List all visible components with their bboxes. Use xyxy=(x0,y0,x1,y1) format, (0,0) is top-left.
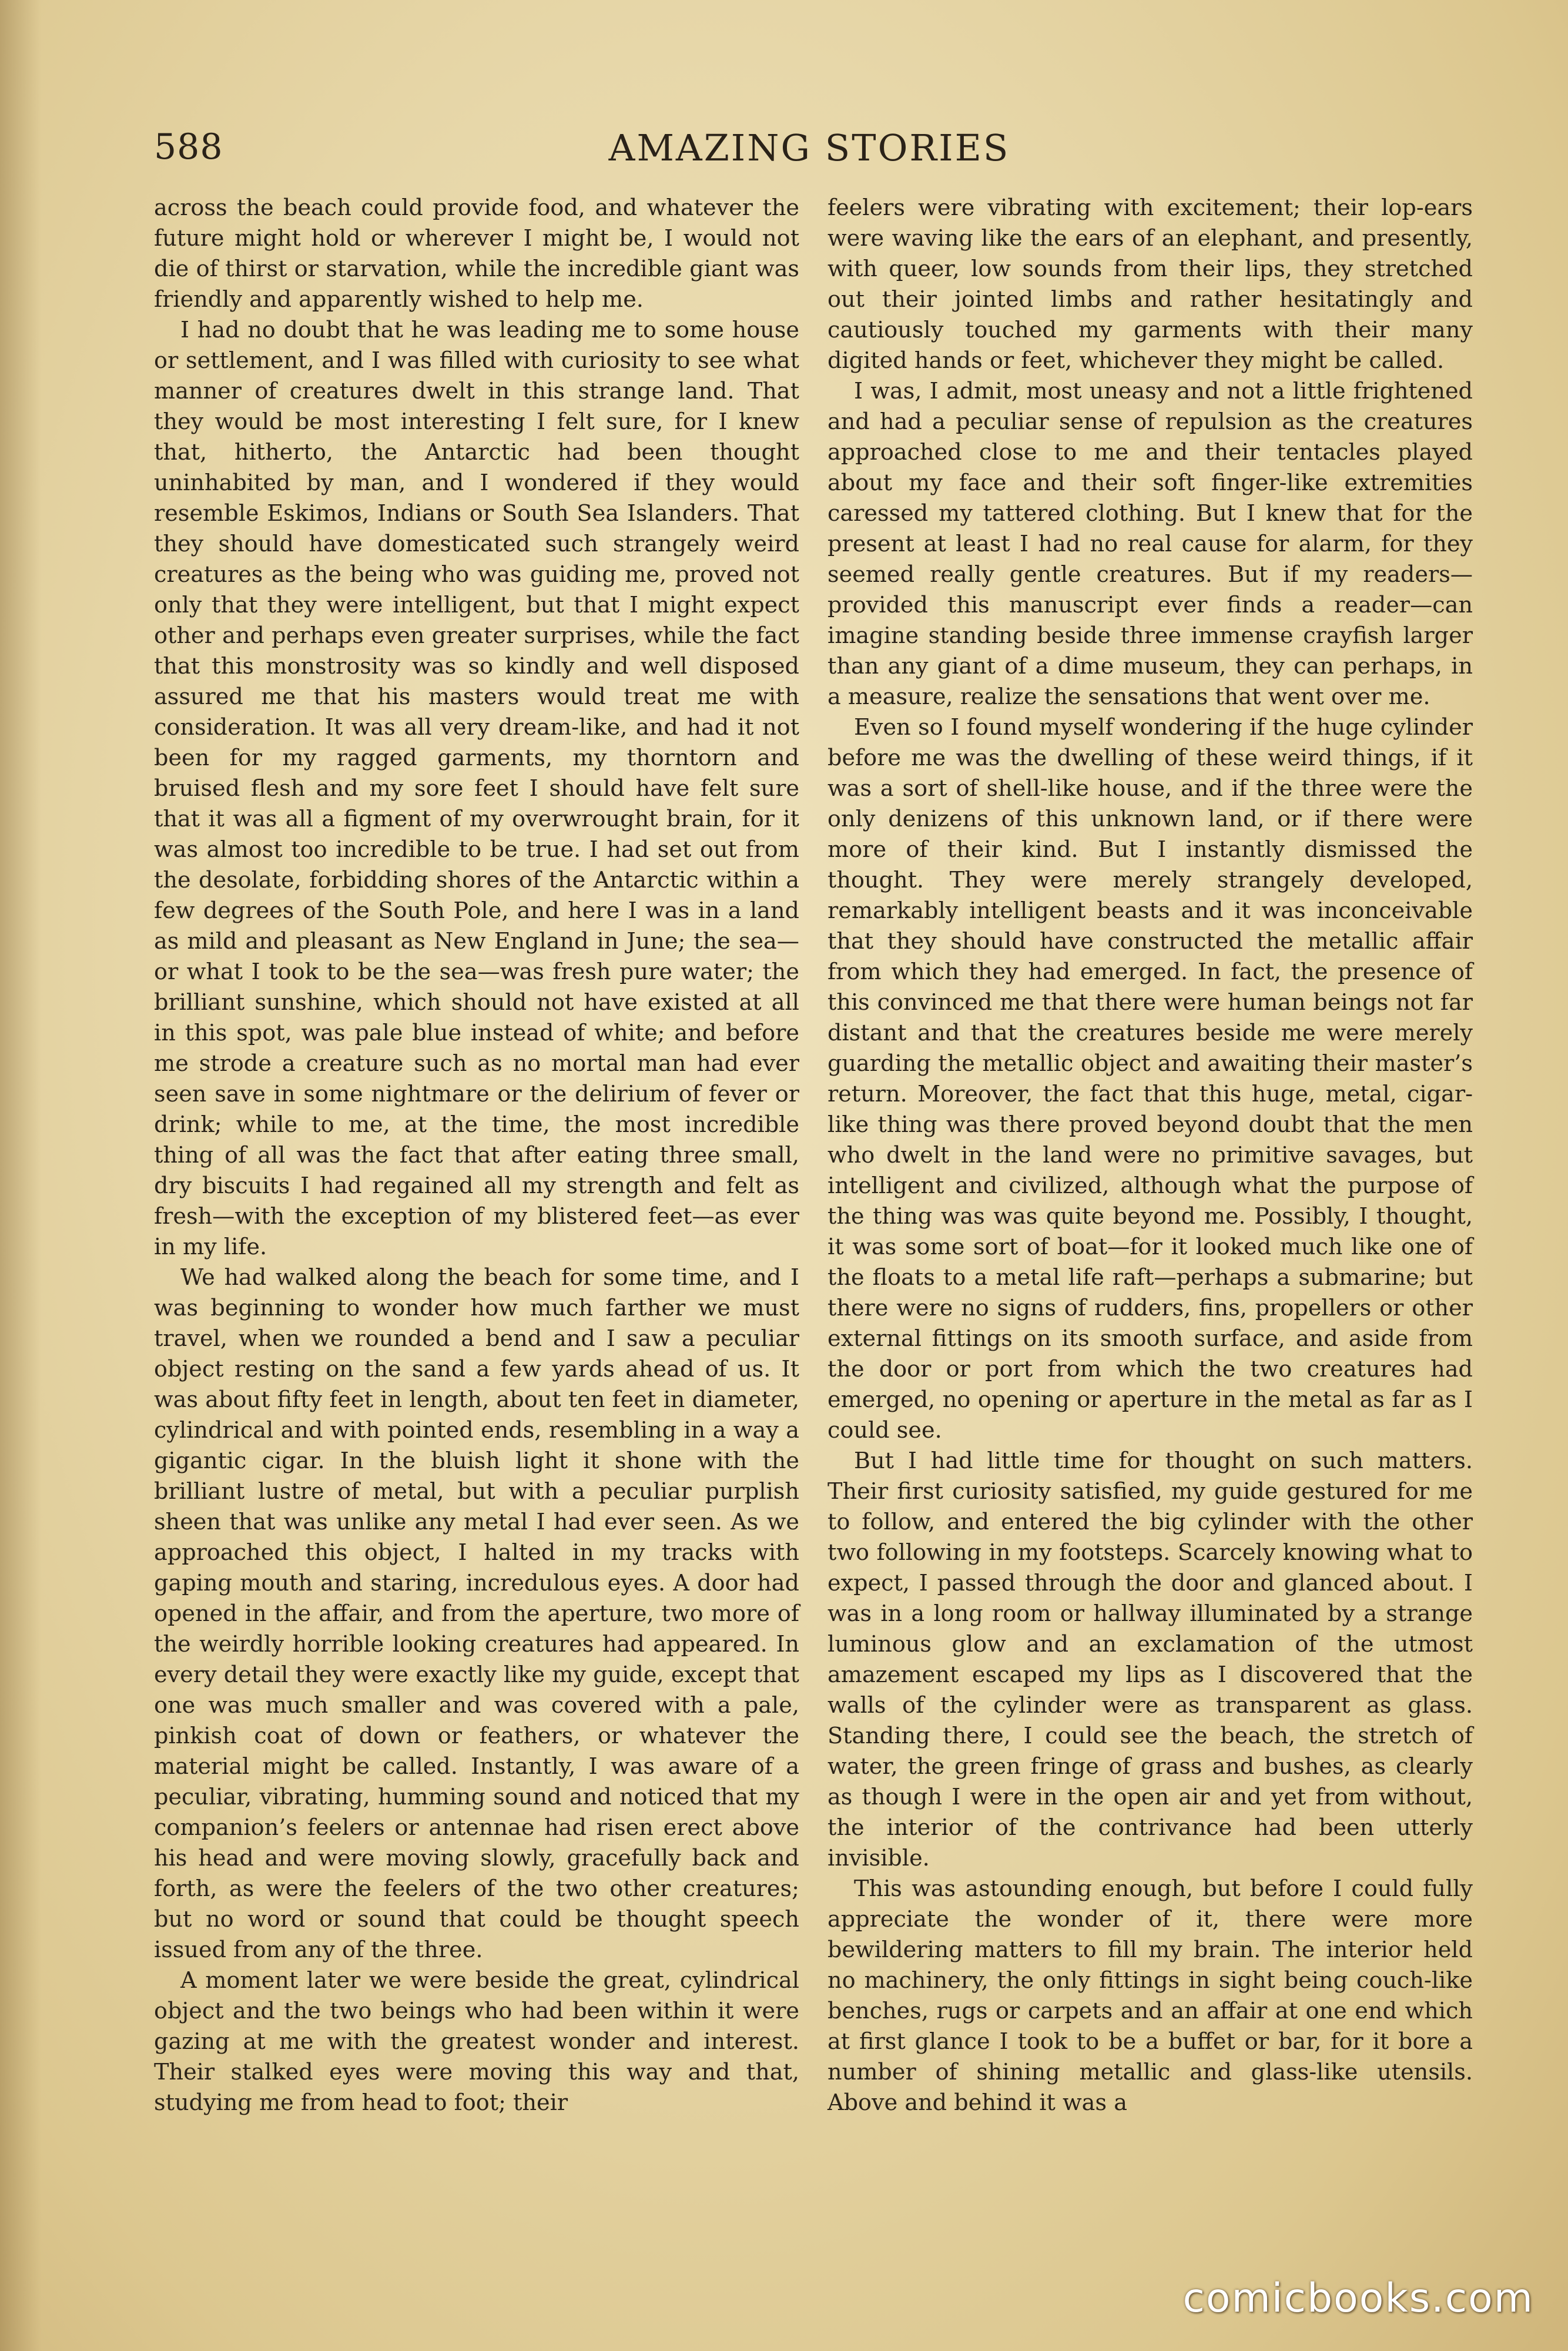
paragraph: A moment later we were beside the great, cylindrical object and the two beings who had been within it were gazing at me with the greatest wonder and interest. Their stalked eyes were moving this way and that, studying me from head to foot; their xyxy=(154,1968,799,2116)
page-edge-shadow xyxy=(0,0,41,2351)
paragraph: Even so I found myself wondering if the huge cylinder before me was the dwelling of these weird things, if it was a sort of shell-like house, and if the three were the only denizens of this unknown land, or if there were more of their kind. But I instantly dismissed the thought. They were merely strangely developed, remarkably intelligent beasts and it was inconceivable that they should have constructed the metallic affair from which they had emerged. In fact, the presence of this convinced me that there were human beings not far distant and that the creatures beside me were merely guarding the metallic object and awaiting their master’s return. Moreover, the fact that this huge, metal, cigar-like thing was there proved beyond doubt that the men who dwelt in the land were no primitive savages, but intelligent and civilized, although what the purpose of the thing was was quite beyond me. Possibly, I thought, it was some sort of boat—for it looked much like one of the floats to a metal life raft—perhaps a submarine; but there were no signs of rudders, fins, propellers or other external fittings on its smooth surface, and aside from the door or port from which the two creatures had emerged, no opening or aperture in the metal as far as I could see. xyxy=(827,715,1473,1444)
paragraph: I had no doubt that he was leading me to some house or settlement, and I was filled with curiosity to see what manner of creatures dwelt in this strange land. That they would be most interesting I felt sure, for I knew that, hitherto, the Antarctic had been thought uninhabited by man, and I wondered if they would resemble Eskimos, Indians or South Sea Islanders. That they should have domesticated such strangely weird creatures as the being who was guiding me, proved not only that they were intelligent, but that I might expect other and perhaps even greater surprises, while the fact that this monstrosity was so kindly and well disposed assured me that his masters would treat me with consideration. It was all very dream-like, and had it not been for my ragged garments, my thorntorn and bruised flesh and my sore feet I should have felt sure that it was all a figment of my overwrought brain, for it was almost too incredible to be true. I had set out from the desolate, forbidding shores of the Antarctic within a few degrees of the South Pole, and here I was in a land as mild and pleasant as New England in June; the sea—or what I took to be the sea—was fresh pure water; the brilliant sunshine, which should not have existed at all in this spot, was pale blue instead of white; and before me strode a creature such as no mortal man had ever seen save in some nightmare or the delirium of fever or drink; while to me, at the time, the most incredible thing of all was the fact that after eating three small, dry biscuits I had regained all my strength and felt as fresh—with the exception of my blistered feet—as ever in my life. xyxy=(154,317,799,1260)
page-header xyxy=(154,126,1465,179)
site-watermark: comicbooks.com xyxy=(1182,2275,1534,2322)
magazine-title: AMAZING STORIES xyxy=(608,126,1010,169)
paragraph: feelers were vibrating with excitement; their lop-ears were waving like the ears of an elephant, and presently, with queer, low sounds from their lips, they stretched out their jointed limbs and rather hesitatingly and cautiously touched my garments with their many digited hands or feet, whichever they might be called. xyxy=(827,195,1473,374)
page-number: 588 xyxy=(154,126,223,168)
paragraph: We had walked along the beach for some time, and I was beginning to wonder how much farther we must travel, when we rounded a bend and I saw a peculiar object resting on the sand a few yards ahead of us. It was about fifty feet in length, about ten feet in diameter, cylindrical and with pointed ends, resembling in a way a gigantic cigar. In the bluish light it shone with the brilliant lustre of metal, but with a peculiar purplish sheen that was unlike any metal I had ever seen. As we approached this object, I halted in my tracks with gaping mouth and staring, incredulous eyes. A door had opened in the affair, and from the aperture, two more of the weirdly horrible looking creatures had appeared. In every detail they were exactly like my guide, except that one was much smaller and was covered with a pale, pinkish coat of down or feathers, or whatever the material might be called. Instantly, I was aware of a peculiar, vibrating, humming sound and noticed that my companion’s feelers or antennae had risen erect above his head and were moving slowly, gracefully back and forth, as were the feelers of the two other creatures; but no word or sound that could be thought speech issued from any of the three. xyxy=(154,1265,799,1963)
right-column xyxy=(827,193,1473,2118)
paragraph: I was, I admit, most uneasy and not a little frightened and had a peculiar sense of repulsion as the creatures approached close to me and their tentacles played about my face and their soft finger-like extremities caressed my tattered clothing. But I knew that for the present at least I had no real cause for alarm, for they seemed really gentle creatures. But if my readers—provided this manuscript ever finds a reader—can imagine standing beside three immense crayfish larger than any giant of a dime museum, they can perhaps, in a measure, realize the sensations that went over me. xyxy=(827,379,1473,710)
paragraph: But I had little time for thought on such matters. Their first curiosity satisfied, my guide gestured for me to follow, and entered the big cylinder with the other two following in my footsteps. Scarcely knowing what to expect, I passed through the door and glanced about. I was in a long room or hallway illuminated by a strange luminous glow and an exclamation of the utmost amazement escaped my lips as I discovered that the walls of the cylinder were as transparent as glass. Standing there, I could see the beach, the stretch of water, the green fringe of grass and bushes, as clearly as though I were in the open air and yet from without, the interior of the contrivance had been utterly invisible. xyxy=(827,1448,1473,1871)
left-column xyxy=(154,193,799,2118)
paragraph: This was astounding enough, but before I could fully appreciate the wonder of it, there were more bewildering matters to fill my brain. The interior held no machinery, the only fittings in sight being couch-like benches, rugs or carpets and an affair at one end which at first glance I took to be a buffet or bar, for it bore a number of shining metallic and glass-like utensils. Above and behind it was a xyxy=(827,1876,1473,2116)
paragraph: across the beach could provide food, and whatever the future might hold or wherever I might be, I would not die of thirst or starvation, while the incredible giant was friendly and apparently wished to help me. xyxy=(154,195,799,313)
